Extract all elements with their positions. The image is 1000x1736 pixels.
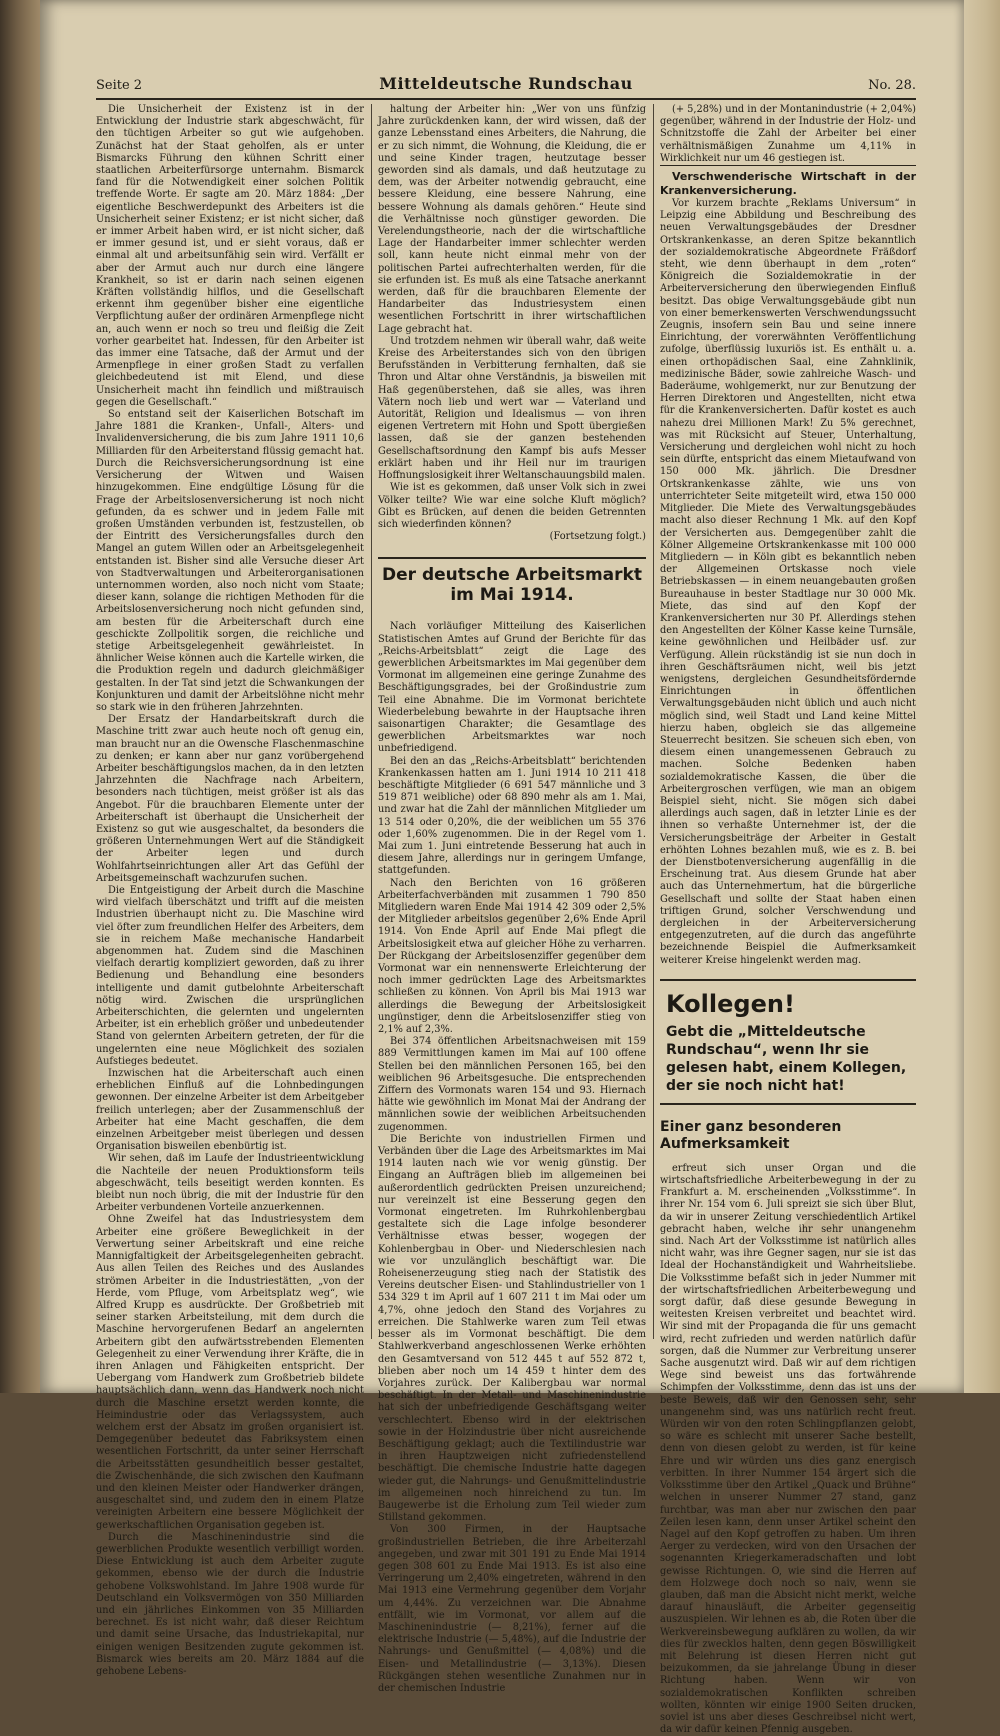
paragraph: haltung der Arbeiter hin: „Wer von uns fünfzig Jahre zurückdenken kann, der wird wissen, daß der ganze Lebensstand eines Arbeiters, die Nahrung, die er zu sich nimmt, die Wohnung, die Kleidung, die er und seine Kinder tragen, heutzutage besser geworden sind als damals, und daß heutzutage zu dem, was der Arbeiter notwendig gebraucht, eine bessere Kleidung, eine bessere Nahrung, eine bessere Wohnung als damals gehören.“ Heute sind die Verhältnisse noch günstiger geworden. Die Verelendungstheorie, nach der die wirtschaftliche Lage der Handarbeiter immer schlechter werden soll, kann heute nicht einmal mehr von der politischen Partei aufrechterhalten werden, für die sie erfunden ist. Es muß als eine Tatsache anerkannt werden, daß für die brauchbaren Elemente der Handarbeiter das Industriesystem einen wesentlichen Fortschritt in ihrer wirtschaftlichen Lage gebracht hat.: [378, 104, 646, 335]
paragraph: Ohne Zweifel hat das Industriesystem dem Arbeiter eine größere Beweglichkeit in der Verwertung seiner Arbeitskraft und eine reiche Mannigfaltigkeit der Arbeitsgelegenheiten gebracht. Aus allen Teilen des Reiches und des Auslandes strömen Arbeiter in die Industriestätten, „von der Herde, vom Pfluge, vom Arbeitsplatz weg“, wie Alfred Krupp es ausdrückte. Der Großbetrieb mit seiner starken Arbeitsteilung, mit dem durch die Maschine hervorgerufenen Bedarf an angelernten Arbeitern gibt den aufwärtsstrebenden Elementen Gelegenheit zu einer Verwendung ihrer Kräfte, die in ihren Anlagen und Fähigkeiten entspricht. Der Uebergang vom Handwerk zum Großbetrieb bildete hauptsächlich dann, wenn das Handwerk noch nicht durch die Maschine ersetzt werden konnte, die Heimindustrie oder das Verlagssystem, auch welchem erst der Absatz im großen organisiert ist. Demgegenüber bedeutet das Fabriksystem einen wesentlichen Fortschritt, da unter seiner Herrschaft die Arbeitsstätten gesundheitlich besser gestaltet, die Zwischenhände, die sich zwischen den Kaufmann und den kleinen Meister oder Handwerker drängen, ausgeschaltet sind, und zudem den in einem Platze vereinigten Arbeitern eine bessere Möglichkeit der gewerkschaftlichen Organisation gegeben ist.: [96, 1214, 364, 1531]
paragraph: Wir sehen, daß im Laufe der Industrieentwicklung die Nachteile der neuen Produktionsform teils abgeschwächt, teils beseitigt werden konnten. Es bleibt nun noch übrig, die mit der Industrie für den Arbeiter verbundenen Vorteile anzuerkennen.: [96, 1153, 364, 1214]
paragraph: Inzwischen hat die Arbeiterschaft auch einen erheblichen Einfluß auf die Lohnbedingungen gewonnen. Der einzelne Arbeiter ist dem Arbeitgeber freilich unterlegen; aber der Zusammenschluß der Arbeiter hat eine Macht geschaffen, die dem einzelnen Arbeitgeber meist überlegen und dessen Organisation bisweilen ebenbürtig ist.: [96, 1068, 364, 1153]
column-left: [96, 104, 364, 1677]
paragraph: (+ 5,28%) und in der Montanindustrie (+ 2,04%) gegenüber, während in der Industrie der Holz- und Schnitzstoffe die Zahl der Arbeiter bei einer verhältnismäßigen Zunahme um 4,11% in Wirklichkeit nur um 46 gestiegen ist.: [660, 104, 916, 164]
column-rule: [371, 104, 372, 1339]
article-headline: Verschwenderische Wirtschaft in der Krankenversicherung.: [660, 165, 916, 198]
appeal-text: Gebt die „Mitteldeutsche Rundschau“, wenn Ihr sie gelesen habt, einem Kollegen, der sie noch nicht hat!: [666, 1023, 907, 1094]
page-header: [96, 72, 916, 100]
paragraph: Wie ist es gekommen, daß unser Volk sich in zwei Völker teilte? Wie war eine solche Kluft möglich? Gibt es Brücken, auf denen die beiden Getrennten sich wiederfinden können?: [378, 482, 646, 530]
paragraph: Durch die Maschinenindustrie sind die gewerblichen Produkte wesentlich verbilligt worden. Diese Entwicklung ist auch dem Arbeiter zugute gekommen, ebenso wie der durch die Industrie gehobene Volkswohlstand. Im Jahre 1908 wurde für Deutschland ein Volksvermögen von 350 Milliarden und ein jährliches Einkommen von 35 Milliarden berechnet. Es ist nicht wahr, daß dieser Reichtum und damit seine Ursache, das Industriekapital, nur einigen wenigen Besitzenden zugute gekommen ist. Bismarck wies bereits am 20. März 1884 auf die gehobene Lebens-: [96, 1531, 364, 1677]
article-headline: Einer ganz besonderen Aufmerksamkeit: [660, 1118, 842, 1152]
paragraph: Bei den an das „Reichs-Arbeitsblatt“ berichtenden Krankenkassen hatten am 1. Juni 1914 10 211 418 beschäftigte Mitglieder (6 691 547 männliche und 3 519 871 weibliche) oder 68 890 mehr als am 1. Mai, und zwar hat die Zahl der männlichen Mitglieder um 13 514 oder 0,20%, die der weiblichen um 55 376 oder 1,60% zugenommen. Die in der Regel vom 1. Mai zum 1. Juni eintretende Besserung hat auch in diesem Jahre, allerdings nur in geringem Umfange, stattgefunden.: [378, 755, 646, 877]
appeal-title: Kollegen!: [666, 989, 795, 1018]
paragraph: So entstand seit der Kaiserlichen Botschaft im Jahre 1881 die Kranken-, Unfall-, Alters- und Invalidenversicherung, die bis zum Jahre 1911 10,6 Milliarden für den Arbeiterstand flüssig gemacht hat. Durch die Reichsversicherungsordnung ist eine Versicherung der Witwen und Waisen hinzugekommen. Eine endgültige Lösung für die Frage der Arbeitslosenversicherung ist noch nicht gefunden, da es schwer und in jedem Falle mit großen Umständen verbunden ist, festzustellen, ob der Eintritt des Versicherungsfalles durch den Mangel an gutem Willen oder an Arbeitsgelegenheit entstanden ist. Bisher sind alle Versuche dieser Art von Stadtverwaltungen und Arbeiterorganisationen unternommen worden, also noch nicht vom Staate; dieser kann, solange die richtigen Methoden für die Arbeitslosenversicherung noch nicht gefunden sind, am besten für die Arbeiterschaft durch eine geschickte Zollpolitik sorgen, die reichliche und stetige Arbeitsgelegenheit gewährleistet. In ähnlicher Weise können auch die Kartelle wirken, die die Produktion regeln und dadurch gleichmäßiger gestalten. In der Tat sind jetzt die Schwankungen der Konjunkturen und damit der Arbeitslöhne nicht mehr so stark wie in den früheren Jahrzehnten.: [96, 409, 364, 713]
next-page-edge: [964, 0, 1000, 1393]
book-binding: [0, 0, 42, 1393]
column-middle: [378, 104, 647, 1694]
paragraph: Und trotzdem nehmen wir überall wahr, daß weite Kreise des Arbeiterstandes sich von den übrigen Berufsständen in Verbitterung fernhalten, daß sie Thron und Altar ohne Verständnis, ja bisweilen mit Haß gegenüberstehen, daß sie alles, was ihren Vätern noch lieb und wert war — Vaterland und Autorität, Religion und Idealismus — von ihren eigenen Vertretern mit Hohn und Spott übergießen lassen, daß sie der ganzen bestehenden Gesellschaftsordnung den Kampf bis aufs Messer erklärt haben und ihr Heil nur im traurigen Hoffnungslosigkeit ihrer Weltanschauungsbild malen.: [378, 335, 646, 482]
paragraph: Bei 374 öffentlichen Arbeitsnachweisen mit 159 889 Vermittlungen kamen im Mai auf 100 offene Stellen bei den männlichen Personen 165, bei den weiblichen 96 Arbeitsgesuche. Die entsprechenden Ziffern des Vormonats waren 154 und 93. Hiernach hätte wie gewöhnlich im Monat Mai der Andrang der männlichen sowie der weiblichen Arbeitsuchenden zugenommen.: [378, 1036, 646, 1133]
column-right: [660, 104, 916, 1736]
paragraph: Die Entgeistigung der Arbeit durch die Maschine wird vielfach überschätzt und trifft auf die meisten Industrien überhaupt nicht zu. Die Maschine wird viel öfter zum freundlichen Helfer des Arbeiters, dem sie in reichem Maße mechanische Handarbeit abgenommen hat. Zudem sind die Maschinen vielfach derartig kompliziert geworden, daß zu ihrer Bedienung und Behandlung eine besonders intelligente und damit gutbelohnte Arbeiterschaft nötig wird. Zwischen die ursprünglichen Arbeiterschichten, die gelernten und ungelernten Arbeiter, ist ein erheblich größer und unbedeutender Stand von gelernten Arbeitern getreten, der für die ungelernten eine neue Möglichkeit des sozialen Aufstieges bedeutet.: [96, 885, 364, 1067]
paragraph: erfreut sich unser Organ und die wirtschaftsfriedliche Arbeiterbewegung in der zu Frankfurt a. M. erscheinenden „Volksstimme“. In ihrer Nr. 154 vom 6. Juli spreizt sie sich über Blut, da wir in unserer Zeitung verschiedentlich Artikel gebracht haben, welche ihr sehr unangenehm sind. Nach Art der Volksstimme ist natürlich alles nicht wahr, was ihre Gegner sagen, nur sie ist das Ideal der Hochanständigkeit und Wahrheitsliebe. Die Volksstimme befaßt sich in jeder Nummer mit der wirtschaftsfriedlichen Arbeiterbewegung und sorgt dafür, daß diese gesunde Bewegung in weitesten Kreisen verbreitet und beachtet wird. Wir sind mit der Propaganda die für uns gemacht wird, recht zufrieden und werden natürlich dafür sorgen, daß die Nummer zur Verbreitung unserer Sache ausgenutzt wird. Daß wir auf dem richtigen Wege sind beweist uns das fortwährende Schimpfen der Volksstimme, denn das ist uns der beste Beweis, daß wir den Genossen sehr, sehr unangenehm sind, was uns natürlich recht freut. Würden wir von den roten Schlingpflanzen gelobt, so wäre es schlecht mit unserer Sache bestellt, denn von diesen gelobt zu werden, ist für keine Ehre und wir würden uns dies ganz energisch verbitten. In ihrer Nummer 154 ärgert sich die Volksstimme über den Artikel „Quack und Brühne“ welchen in unserer Nummer 27 stand, ganz furchtbar, was man aber nur zwischen den paar Zeilen lesen kann, denn unser Artikel scheint den Nagel auf den Kopf getroffen zu haben. Um ihren Aerger zu verdecken, wird von den Ursachen der sogenannten Kriegerkameradschaften und lobt gewisse Richtungen. O, wie sind die Herren auf dem Holzwege doch noch so naiv, wenn sie glauben, daß man die Absicht nicht merkt, welche darauf hinausläuft, die Arbeiter gegenseitig auszuspielen. Wir lehnen es ab, die Roten über die Werkvereinsbewegung aufklären zu wollen, da wir dies für zwecklos halten, denn gegen Böswilligkeit mit Belehrung ist diesen Herren nicht gut beizukommen, da sie jahrelange Übung in dieser Richtung haben. Wenn wir von sozialdemokratischen Konflikten schreiben wollten, könnten wir einige 1900 Seiten drucken, soviel ist uns aber dieses Geschreibsel nicht wert, da wir dafür keinen Pfennig ausgeben.: [660, 1162, 916, 1736]
paragraph: Die Berichte von industriellen Firmen und Verbänden über die Lage des Arbeitsmarktes im Mai 1914 lauten nach wie vor wenig günstig. Der Eingang an Aufträgen blieb im allgemeinen bei außerordentlich gedrückten Preisen unzureichend; nur vereinzelt ist eine Besserung gegen den Vormonat eingetreten. Im Ruhrkohlenbergbau gestaltete sich die Lage infolge besonderer Verhältnisse etwas besser, wogegen der Kohlenbergbau in Ober- und Niederschlesien nach wie vor unzulänglich beschäftigt war. Die Roheisenerzeugung stieg nach der Statistik des Vereins deutscher Eisen- und Stahlindustrieller von 1 534 329 t im April auf 1 607 211 t im Mai oder um 4,7%, ohne jedoch den Stand des Vorjahres zu erreichen. Die Stahlwerke waren zum Teil etwas besser als im Vormonat beschäftigt. Die dem Stahlwerkverband angeschlossenen Werke erhöhten den Gesamtversand von 512 445 t auf 552 872 t, blieben aber noch um 14 459 t hinter dem des Vorjahres zurück. Der Kalibergbau war normal beschäftigt. In der Metall- und Maschinenindustrie hat sich der unbefriedigende Geschäftsgang weiter verschlechtert. Ebenso wird in der elektrischen sowie in der Holzindustrie über nicht ausreichende Beschäftigung geklagt; auch die Textilindustrie war in ihren Hauptzweigen nicht zufriedenstellend beschäftigt. Die chemische Industrie hatte dagegen wieder gut, die Nahrungs- und Genußmittelindustrie im allgemeinen noch hinreichend zu tun. Im Baugewerbe ist die Erholung zum Teil wieder zum Stillstand gekommen.: [378, 1133, 646, 1524]
paragraph: Nach den Berichten von 16 größeren Arbeiterfachverbänden mit zusammen 1 790 850 Mitgliedern waren Ende Mai 1914 42 309 oder 2,5% der Mitglieder arbeitslos gegenüber 2,6% Ende April 1914. Von Ende April auf Ende Mai pflegt die Arbeitslosigkeit etwa auf gleicher Höhe zu verharren. Der Rückgang der Arbeitslosenziffer gegenüber dem Vormonat war ein nennenswerte Erleichterung der noch immer gedrückten Lage des Arbeitsmarktes schließen zu können. Von April bis Mai 1913 war allerdings die Bewegung der Arbeitslosigkeit ungünstiger, denn die Arbeitslosenziffer stieg von 2,1% auf 2,3%.: [378, 877, 647, 1036]
paragraph: Vor kurzem brachte „Reklams Universum“ in Leipzig eine Abbildung und Beschreibung des neuen Verwaltungsgebäudes der Dresdner Ortskrankenkasse, an deren Spitze bekanntlich der sozialdemokratische Abgeordnete Fräßdorf steht, wie denn überhaupt in dem „roten“ Königreich die Sozialdemokratie in der Arbeiterversicherung den überwiegenden Einfluß besitzt. Das obige Verwaltungsgebäude gibt nun von einer bemerkenswerten Verschwendungssucht Zeugnis, insofern sein Bau und seine innere Einrichtung, der vorerwähnten Veröffentlichung zufolge, überflüssig luxuriös ist. Es enthält u. a. einen orthopädischen Saal, eine Zahnklinik, medizinische Bäder, sowie zahlreiche Wasch- und Baderäume, wohlgemerkt, nur zur Benutzung der Herren Direktoren und Angestellten, nicht etwa für die Krankenversicherten. Dafür kostet es auch nahezu drei Millionen Mark! Zu 5% gerechnet, was mit Rücksicht auf Steuer, Unterhaltung, Versicherung und dergleichen wohl nicht zu hoch sein dürfte, entspricht das einem Mietaufwand von 150 000 Mk. jährlich. Die Dresdner Ortskrankenkasse zählte, wie uns von unterrichteter Seite mitgeteilt wird, etwa 150 000 Mitglieder. Die Miete des Verwaltungsgebäudes macht also dieser Rechnung 1 Mk. auf den Kopf der Versicherten aus. Demgegenüber zahlt die Kölner Allgemeine Ortskrankenkasse mit 100 000 Mitgliedern — in Köln gibt es bekanntlich neben der Allgemeinen Ortskasse noch viele Betriebskassen — in einem neuangebauten großen Bureauhause in bester Stadtlage nur 30 000 Mk. Miete, das sind auf den Kopf der Krankenversicherten nur 30 Pf. Allerdings stehen den Angestellten der Kölner Kasse keine Turnsäle, keine gewöhnlichen und Heilbäder usf. zur Verfügung. Allein rückständig ist sie nun doch in ihren Geschäftsräumen nicht, weil bis jetzt wenigstens, dergleichen Gesundheitsfördernde Einrichtungen in öffentlichen Verwaltungsgebäuden nicht üblich und auch nicht möglich sind, weil Stadt und Land keine Mittel hierzu haben, obgleich sie das allgemeine Steuerrecht besitzen. Sie scheuen sich eben, von diesem einen unangemessenen Gebrauch zu machen. Solche Bedenken haben sozialdemokratische Kassen, die über die Arbeitergroschen verfügen, wie man an obigem Beispiel sieht, nicht. Sie mögen sich dabei allerdings auch sagen, daß in letzter Linie es der ihnen so verhaßte Unternehmer ist, der die Versicherungsbeiträge der Arbeiter in Gestalt erhöhten Lohnes bezahlen muß, wie es z. B. bei der Dienstbotenversicherung augenfällig in die Erscheinung trat. Aus diesem Grunde hat aber auch das Unternehmertum, hat die bürgerliche Gesellschaft und sollte der Staat haben einen triftigen Grund, solcher Verschwendung und dergleichen in der Arbeiterversicherung entgegenzutreten, auf die durch das angeführte bezeichnende Beispiel die Aufmerksamkeit weiterer Kreise hingelenkt werden mag.: [660, 198, 916, 966]
paragraph: Von 300 Firmen, in der Hauptsache großindustriellen Betrieben, die ihre Arbeiterzahl angegeben, und zwar mit 301 191 zu Ende Mai 1914 gegen 308 601 zu Ende Mai 1913. Es ist also eine Verringerung um 2,40% eingetreten, während in den Mai 1913 eine Vermehrung gegenüber dem Vorjahr um 4,44%. Zu verzeichnen war. Die Abnahme entfällt, wie im Vormonat, vor allem auf die Maschinenindustrie (— 8,21%), ferner auf die elektrische Industrie (— 5,48%), auf die Industrie der Nahrungs- und Genußmittel (— 4,08%) und die Eisen- und Metallindustrie (— 3,13%). Diesen Rückgängen stehen wesentliche Zunahmen nur in der chemischen Industrie: [378, 1524, 646, 1694]
article-headline: Der deutsche Arbeitsmarkt im Mai 1914.: [378, 557, 646, 611]
newspaper-title: Mitteldeutsche Rundschau: [379, 74, 633, 93]
page-number-label: Seite 2: [96, 78, 143, 93]
paragraph: Nach vorläufiger Mitteilung des Kaiserlichen Statistischen Amtes auf Grund der Berichte für das „Reichs-Arbeitsblatt“ zeigt die Lage des gewerblichen Arbeitsmarktes im Mai gegenüber dem Vormonat im allgemeinen eine geringe Zunahme des Beschäftigungsgrades, bei der Großindustrie zum Teil eine Abnahme. Die im Vormonat berichtete Wiederbelebung bewahrte in der Hauptsache ihren saisonartigen Charakter; die Gesamtlage des gewerblichen Arbeitsmarktes war noch unbefriedigend.: [378, 621, 646, 755]
paragraph: Die Unsicherheit der Existenz ist in der Entwicklung der Industrie stark abgeschwächt, für den tüchtigen Arbeiter so gut wie aufgehoben. Zunächst hat der Staat geholfen, als er unter Bismarcks Führung den kühnen Schritt einer staatlichen Arbeiterfürsorge unternahm. Bismarck fand für die Notwendigkeit einer solchen Politik treffende Worte. Er sagte am 20. März 1884: „Der eigentliche Beschwerdepunkt des Arbeiters ist die Unsicherheit seiner Existenz; er ist nicht sicher, daß er immer Arbeit haben wird, er ist nicht sicher, daß er immer gesund ist, und er sieht voraus, daß er einmal alt und arbeitsunfähig sein wird. Verfällt er aber der Armut auch nur durch eine längere Krankheit, so ist er darin nach seinen eigenen Kräften vollständig hilflos, und die Gesellschaft erkennt ihm gegenüber bisher eine eigentliche Verpflichtung außer der ordinären Armenpflege nicht an, auch wenn er noch so treu und fleißig die Zeit vorher gearbeitet hat. Indessen, für den Arbeiter ist das immer eine Tatsache, daß der Armut und der Armenpflege in einer großen Stadt zu verfallen gleichbedeutend ist mit Elend, und diese Unsicherheit macht ihn feindlich und mißtrauisch gegen die Gesellschaft.“: [96, 104, 364, 408]
appeal-box: [660, 979, 916, 1105]
issue-number: No. 28.: [868, 78, 916, 93]
paragraph: Der Ersatz der Handarbeitskraft durch die Maschine tritt zwar auch heute noch oft genug ein, man braucht nur an die Owensche Flaschenmaschine zu denken; er kann aber nur ganz vorübergehend Arbeiter beschäftigungslos machen, da in den letzten Jahrzehnten die Nachfrage nach Arbeitern, besonders nach tüchtigen, meist größer ist als das Angebot. Für die brauchbaren Elemente unter der Arbeiterschaft ist überhaupt die Unsicherheit der Existenz so gut wie ausgeschaltet, da besonders die größeren Unternehmungen Wert auf die Ständigkeit der Arbeiter legen und durch Wohlfahrtseinrichtungen aller Art das Gefühl der Arbeitsgemeinschaft wachzurufen suchen.: [96, 714, 364, 884]
column-rule: [653, 104, 654, 1339]
continuation-note: (Fortsetzung folgt.): [549, 531, 646, 543]
